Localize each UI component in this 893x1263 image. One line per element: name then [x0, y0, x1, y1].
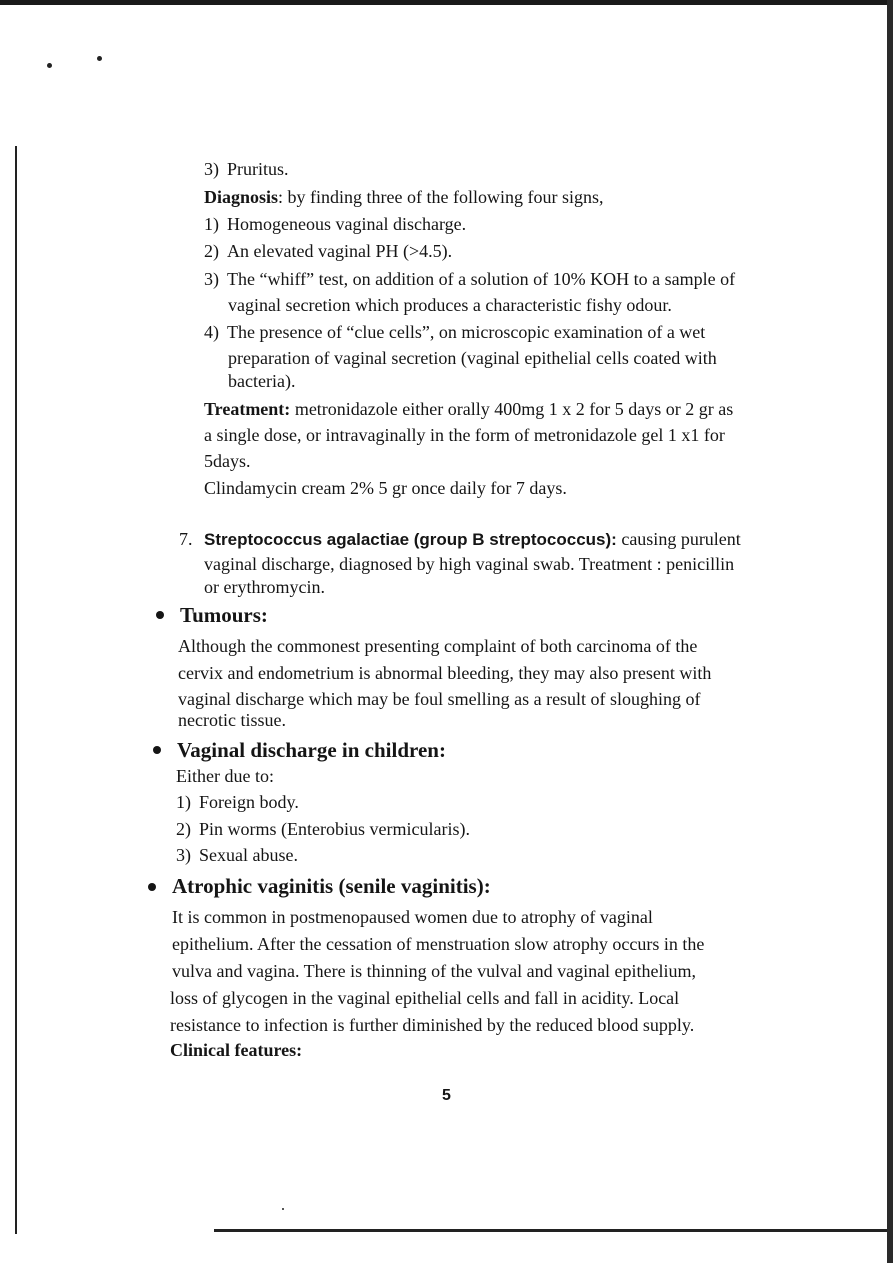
- paragraph-line: vaginal discharge which may be foul smelling as a result of sloughing of: [178, 689, 701, 709]
- paragraph-line: Although the commonest presenting complaint of both carcinoma of the: [178, 636, 698, 656]
- scan-edge-top: [0, 0, 893, 5]
- list-item: 3) Sexual abuse.: [176, 845, 298, 865]
- paragraph-line: loss of glycogen in the vaginal epithelial cells and fall in acidity. Local: [170, 988, 680, 1008]
- paragraph-line: epithelium. After the cessation of menstruation slow atrophy occurs in the: [172, 934, 705, 954]
- scan-speck: [282, 1208, 284, 1210]
- list-item: 4) The presence of “clue cells”, on microscopic examination of a wet: [204, 322, 706, 342]
- paragraph-line: vaginal discharge, diagnosed by high vaginal swab. Treatment : penicillin: [204, 554, 735, 574]
- paragraph-line: vulva and vagina. There is thinning of the vulval and vaginal epithelium,: [172, 961, 697, 981]
- scan-edge-left: [15, 146, 17, 1234]
- list-item-continuation: preparation of vaginal secretion (vaginal epithelial cells coated with: [228, 348, 717, 368]
- list-item: 3) Pruritus.: [204, 159, 289, 179]
- diagnosis-line: Diagnosis: by finding three of the following four signs,: [204, 187, 604, 207]
- paragraph-line: cervix and endometrium is abnormal bleeding, they may also present with: [178, 663, 712, 683]
- bullet-icon: [156, 611, 164, 619]
- bullet-icon: [148, 883, 156, 891]
- paragraph-line: Either due to:: [176, 766, 274, 786]
- paragraph-line: a single dose, or intravaginally in the form of metronidazole gel 1 x1 for: [204, 425, 725, 445]
- clinical-features-subheading: Clinical features:: [170, 1040, 303, 1060]
- paragraph-line: 5days.: [204, 451, 251, 471]
- paragraph-line: resistance to infection is further diminished by the reduced blood supply.: [170, 1015, 695, 1035]
- scan-edge-right: [887, 0, 893, 1263]
- treatment-label: Treatment:: [204, 399, 291, 419]
- scan-speck: [47, 63, 52, 68]
- list-item: 1) Foreign body.: [176, 792, 299, 812]
- paragraph-line: necrotic tissue.: [178, 710, 286, 730]
- paragraph-line: It is common in postmenopaused women due to atrophy of vaginal: [172, 907, 653, 927]
- scan-speck: [97, 56, 102, 61]
- list-item: 3) The “whiff” test, on addition of a solution of 10% KOH to a sample of: [204, 269, 736, 289]
- list-item: 2) An elevated vaginal PH (>4.5).: [204, 241, 453, 261]
- children-heading: Vaginal discharge in children:: [177, 738, 446, 762]
- atrophic-heading: Atrophic vaginitis (senile vaginitis):: [172, 874, 491, 898]
- list-item-continuation: vaginal secretion which produces a characteristic fishy odour.: [228, 295, 672, 315]
- scan-edge-bottom: [214, 1229, 887, 1232]
- paragraph-line: Clindamycin cream 2% 5 gr once daily for 7 days.: [204, 478, 567, 498]
- bullet-icon: [153, 746, 161, 754]
- streptococcus-label: Streptococcus agalactiae (group B streptococcus):: [204, 530, 617, 549]
- list-item-continuation: bacteria).: [228, 371, 296, 391]
- page-number: 5: [442, 1087, 451, 1104]
- numbered-item-7: 7. Streptococcus agalactiae (group B streptococcus): causing purulent: [179, 529, 741, 549]
- list-item: 2) Pin worms (Enterobius vermicularis).: [176, 819, 470, 839]
- list-item: 1) Homogeneous vaginal discharge.: [204, 214, 467, 234]
- tumours-heading: Tumours:: [180, 603, 268, 627]
- diagnosis-label: Diagnosis: [204, 187, 279, 207]
- treatment-line: Treatment: metronidazole either orally 400mg 1 x 2 for 5 days or 2 gr as: [204, 399, 734, 419]
- paragraph-line: or erythromycin.: [204, 577, 325, 597]
